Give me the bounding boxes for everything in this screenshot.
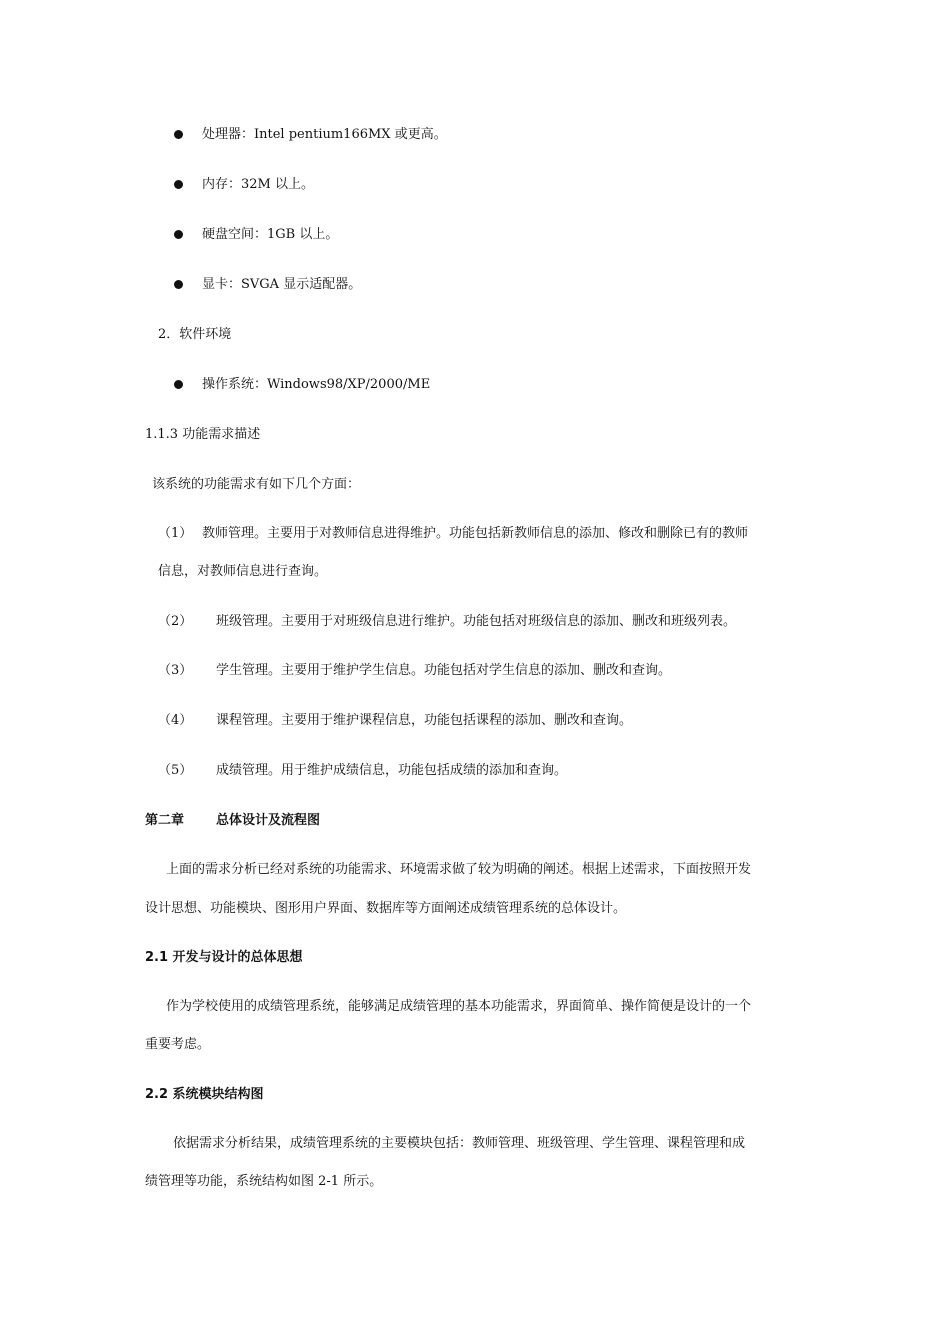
bullet-os: 操作系统：Windows98/XP/2000/ME [202,377,431,392]
chapter-title: 总体设计及流程图 [216,813,321,828]
req-grade: 成绩管理。用于维护成绩信息，功能包括成绩的添加和查询。 [216,763,568,778]
software-env-heading: 2．软件环境 [158,327,232,342]
intro-line: 该系统的功能需求有如下几个方面： [152,477,361,492]
req-teacher-line2: 信息，对教师信息进行查询。 [158,564,328,579]
req-number: （4） [158,713,193,728]
bullet-disk: 硬盘空间：1GB 以上。 [202,227,339,242]
section-heading-113: 1.1.3 功能需求描述 [145,427,261,442]
req-number: （5） [158,763,193,778]
bullet-dot [174,280,183,289]
req-course: 课程管理。主要用于维护课程信息，功能包括课程的添加、删改和查询。 [216,713,633,728]
section22-para-line1: 依据需求分析结果，成绩管理系统的主要模块包括：教师管理、班级管理、学生管理、课程管理和成 [173,1136,746,1151]
bullet-dot [174,130,183,139]
section22-para-line2: 绩管理等功能，系统结构如图 2-1 所示。 [145,1174,383,1189]
bullet-dot [174,180,183,189]
req-number: （1） [158,526,193,541]
chapter2-para-line1: 上面的需求分析已经对系统的功能需求、环境需求做了较为明确的阐述。根据上述需求，下面按照开发 [166,862,752,877]
req-student: 学生管理。主要用于维护学生信息。功能包括对学生信息的添加、删改和查询。 [216,663,672,678]
section21-para-line1: 作为学校使用的成绩管理系统，能够满足成绩管理的基本功能需求，界面简单、操作简便是设计的一个 [166,999,752,1014]
section-heading-21: 2.1 开发与设计的总体思想 [145,950,303,965]
req-number: （2） [158,614,193,629]
bullet-processor: 处理器：Intel pentium166MX 或更高。 [202,127,447,142]
bullet-dot [174,380,183,389]
chapter2-para-line2: 设计思想、功能模块、图形用户界面、数据库等方面阐述成绩管理系统的总体设计。 [145,901,627,916]
req-class: 班级管理。主要用于对班级信息进行维护。功能包括对班级信息的添加、删改和班级列表。 [216,614,737,629]
req-number: （3） [158,663,193,678]
req-teacher-line1: 教师管理。主要用于对教师信息进得维护。功能包括新教师信息的添加、修改和删除已有的教师 [202,526,749,541]
bullet-graphics: 显卡：SVGA 显示适配器。 [202,277,362,292]
section-heading-22: 2.2 系统模块结构图 [145,1087,264,1102]
section21-para-line2: 重要考虑。 [145,1037,211,1052]
bullet-dot [174,230,183,239]
chapter-label: 第二章 [145,813,185,828]
bullet-memory: 内存：32M 以上。 [202,177,314,192]
